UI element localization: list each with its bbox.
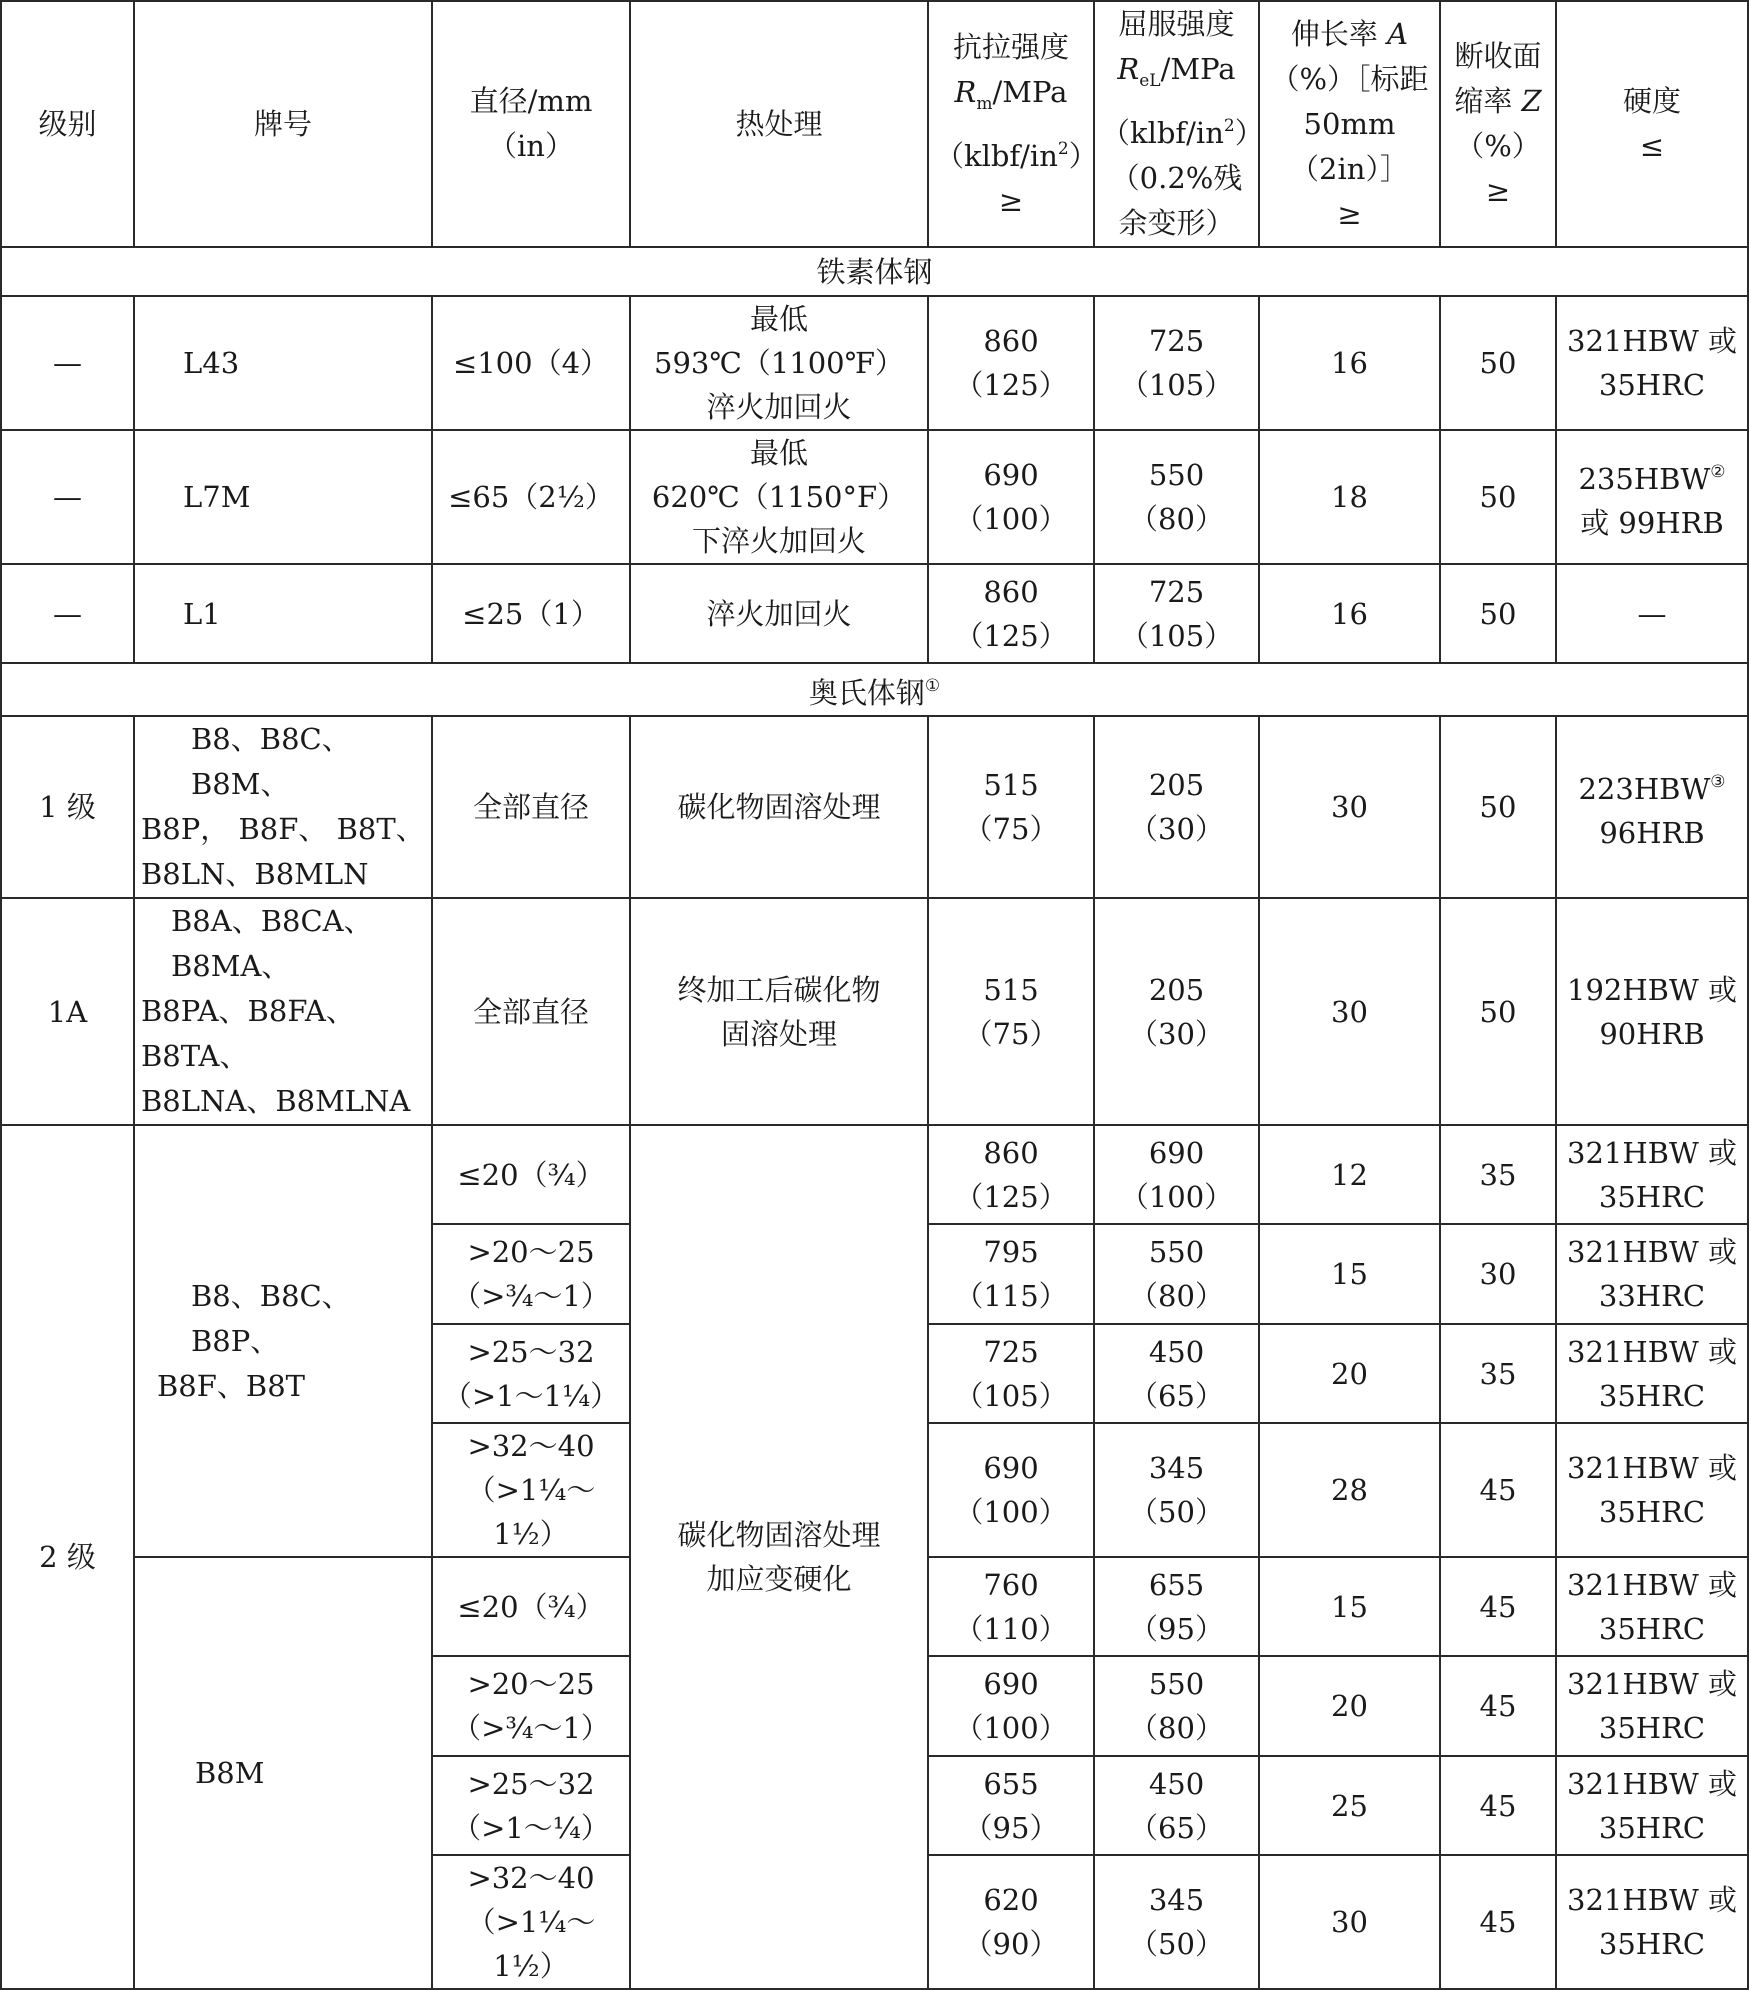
tensile-cell: 515 （75） xyxy=(928,716,1094,898)
section-austenitic xyxy=(1,663,1748,716)
footnote-2: ② xyxy=(1710,461,1726,482)
grade-cell: 1 级 xyxy=(1,716,134,898)
elongation-cell: 28 xyxy=(1259,1423,1440,1557)
tensile-cell: 760 （110） xyxy=(928,1557,1094,1656)
heat-cell: 碳化物固溶处理 加应变硬化 xyxy=(630,1125,928,1989)
grade-cell: — xyxy=(1,430,134,564)
col-brand: 牌号 xyxy=(134,1,432,247)
diameter-cell: >25～32 （>1～¼） xyxy=(432,1756,630,1855)
elongation-cell: 15 xyxy=(1259,1557,1440,1656)
austenitic-row-grade1 xyxy=(1,716,1748,898)
reduction-cell: 50 xyxy=(1440,430,1556,564)
col-grade: 级别 xyxy=(1,1,134,247)
austenitic-row-grade1a xyxy=(1,898,1748,1125)
hardness-cell: 192HBW 或 90HRB xyxy=(1556,898,1748,1125)
tensile-cell: 860 （125） xyxy=(928,564,1094,663)
diameter-cell: ≤65（2½） xyxy=(432,430,630,564)
hardness-cell: 321HBW 或 33HRC xyxy=(1556,1224,1748,1324)
reduction-cell: 50 xyxy=(1440,296,1556,430)
ferritic-row-l43 xyxy=(1,296,1748,430)
grade-cell: 1A xyxy=(1,898,134,1125)
reduction-cell: 45 xyxy=(1440,1557,1556,1656)
hardness-cell: 321HBW 或 35HRC xyxy=(1556,296,1748,430)
brand-cell: B8、B8C、B8M、 B8P， B8F、 B8T、 B8LN、B8MLN xyxy=(134,716,432,898)
ferritic-row-l7m xyxy=(1,430,1748,564)
reduction-cell: 50 xyxy=(1440,716,1556,898)
elongation-cell: 18 xyxy=(1259,430,1440,564)
elongation-cell: 20 xyxy=(1259,1656,1440,1756)
grade-cell: 2 级 xyxy=(1,1125,134,1989)
section-title: 奥氏体钢① xyxy=(1,663,1748,716)
yield-cell: 550 （80） xyxy=(1094,1656,1259,1756)
heat-cell: 最低 620℃（1150°F） 下淬火加回火 xyxy=(630,430,928,564)
reduction-cell: 45 xyxy=(1440,1423,1556,1557)
elongation-cell: 25 xyxy=(1259,1756,1440,1855)
yield-cell: 655 （95） xyxy=(1094,1557,1259,1656)
hardness-cell: — xyxy=(1556,564,1748,663)
reduction-cell: 35 xyxy=(1440,1324,1556,1423)
elongation-cell: 16 xyxy=(1259,296,1440,430)
reduction-cell: 45 xyxy=(1440,1756,1556,1855)
tensile-cell: 620 （90） xyxy=(928,1855,1094,1989)
brand-cell: L1 xyxy=(134,564,432,663)
diameter-cell: ≤20（¾） xyxy=(432,1557,630,1656)
heat-cell: 淬火加回火 xyxy=(630,564,928,663)
yield-cell: 345 （50） xyxy=(1094,1423,1259,1557)
grade2-row xyxy=(1,1125,1748,1224)
tensile-cell: 690 （100） xyxy=(928,1423,1094,1557)
yield-cell: 450 （65） xyxy=(1094,1324,1259,1423)
yield-cell: 345 （50） xyxy=(1094,1855,1259,1989)
diameter-cell: ≤20（¾） xyxy=(432,1125,630,1224)
yield-cell: 205 （30） xyxy=(1094,898,1259,1125)
tensile-cell: 655 （95） xyxy=(928,1756,1094,1855)
col-hardness: 硬度 ≤ xyxy=(1556,1,1748,247)
reduction-cell: 45 xyxy=(1440,1855,1556,1989)
reduction-cell: 50 xyxy=(1440,898,1556,1125)
ferritic-row-l1 xyxy=(1,564,1748,663)
col-diameter: 直径/mm （in） xyxy=(432,1,630,247)
yield-cell: 550 （80） xyxy=(1094,430,1259,564)
brand-cell: B8、B8C、B8P、 B8F、B8T xyxy=(134,1125,432,1557)
yield-cell: 550 （80） xyxy=(1094,1224,1259,1324)
heat-cell: 碳化物固溶处理 xyxy=(630,716,928,898)
diameter-cell: 全部直径 xyxy=(432,898,630,1125)
hardness-cell: 321HBW 或 35HRC xyxy=(1556,1423,1748,1557)
tensile-cell: 860 （125） xyxy=(928,296,1094,430)
elongation-cell: 30 xyxy=(1259,716,1440,898)
header-row xyxy=(1,1,1748,247)
hardness-cell: 223HBW③ 96HRB xyxy=(1556,716,1748,898)
tensile-cell: 795 （115） xyxy=(928,1224,1094,1324)
hardness-cell: 321HBW 或 35HRC xyxy=(1556,1855,1748,1989)
elongation-cell: 30 xyxy=(1259,1855,1440,1989)
diameter-cell: >32～40 （>1¼～1½） xyxy=(432,1855,630,1989)
col-heat-treatment: 热处理 xyxy=(630,1,928,247)
col-yield-strength: 屈服强度 $R_{eL}$/MPa $(klbf/in^2)$ （0.2%残 余变形） xyxy=(1094,1,1259,247)
yield-cell: 205 （30） xyxy=(1094,716,1259,898)
tensile-cell: 860 （125） xyxy=(928,1125,1094,1224)
heat-cell: 最低 593℃（1100℉） 淬火加回火 xyxy=(630,296,928,430)
yield-cell: 725 （105） xyxy=(1094,296,1259,430)
footnote-1: ① xyxy=(924,676,941,696)
hardness-cell: 235HBW② 或 99HRB xyxy=(1556,430,1748,564)
hardness-cell: 321HBW 或 35HRC xyxy=(1556,1125,1748,1224)
yield-cell: 725 （105） xyxy=(1094,564,1259,663)
reduction-cell: 45 xyxy=(1440,1656,1556,1756)
yield-cell: 690 （100） xyxy=(1094,1125,1259,1224)
brand-cell: B8M xyxy=(134,1557,432,1989)
diameter-cell: 全部直径 xyxy=(432,716,630,898)
grade-cell: — xyxy=(1,564,134,663)
section-title: 铁素体钢 xyxy=(1,247,1748,296)
diameter-cell: >25～32 （>1～1¼） xyxy=(432,1324,630,1423)
grade-cell: — xyxy=(1,296,134,430)
diameter-cell: >20～25 （>¾～1） xyxy=(432,1656,630,1756)
heat-cell: 终加工后碳化物 固溶处理 xyxy=(630,898,928,1125)
reduction-cell: 50 xyxy=(1440,564,1556,663)
tensile-cell: 515 （75） xyxy=(928,898,1094,1125)
tensile-cell: 725 （105） xyxy=(928,1324,1094,1423)
tensile-cell: 690 （100） xyxy=(928,430,1094,564)
diameter-cell: >20～25 （>¾～1） xyxy=(432,1224,630,1324)
elongation-cell: 20 xyxy=(1259,1324,1440,1423)
elongation-cell: 15 xyxy=(1259,1224,1440,1324)
elongation-cell: 16 xyxy=(1259,564,1440,663)
tensile-cell: 690 （100） xyxy=(928,1656,1094,1756)
hardness-cell: 321HBW 或 35HRC xyxy=(1556,1324,1748,1423)
col-elongation: 伸长率 A （%）［标距 50mm （2in）］ ≥ xyxy=(1259,1,1440,247)
elongation-cell: 30 xyxy=(1259,898,1440,1125)
diameter-cell: >32～40 （>1¼～1½） xyxy=(432,1423,630,1557)
footnote-3: ③ xyxy=(1710,771,1726,792)
brand-cell: B8A、B8CA、B8MA、 B8PA、B8FA、B8TA、 B8LNA、B8MLNA xyxy=(134,898,432,1125)
col-tensile-strength: 抗拉强度 $R_m$/MPa $(klbf/in^2)$ ≥ xyxy=(928,1,1094,247)
hardness-cell: 321HBW 或 35HRC xyxy=(1556,1656,1748,1756)
hardness-cell: 321HBW 或 35HRC xyxy=(1556,1557,1748,1656)
diameter-cell: ≤25（1） xyxy=(432,564,630,663)
brand-cell: L43 xyxy=(134,296,432,430)
diameter-cell: ≤100（4） xyxy=(432,296,630,430)
brand-cell: L7M xyxy=(134,430,432,564)
hardness-cell: 321HBW 或 35HRC xyxy=(1556,1756,1748,1855)
col-reduction-of-area: 断收面 缩率 Z （%） ≥ xyxy=(1440,1,1556,247)
reduction-cell: 30 xyxy=(1440,1224,1556,1324)
section-ferritic xyxy=(1,247,1748,296)
elongation-cell: 12 xyxy=(1259,1125,1440,1224)
yield-cell: 450 （65） xyxy=(1094,1756,1259,1855)
reduction-cell: 35 xyxy=(1440,1125,1556,1224)
